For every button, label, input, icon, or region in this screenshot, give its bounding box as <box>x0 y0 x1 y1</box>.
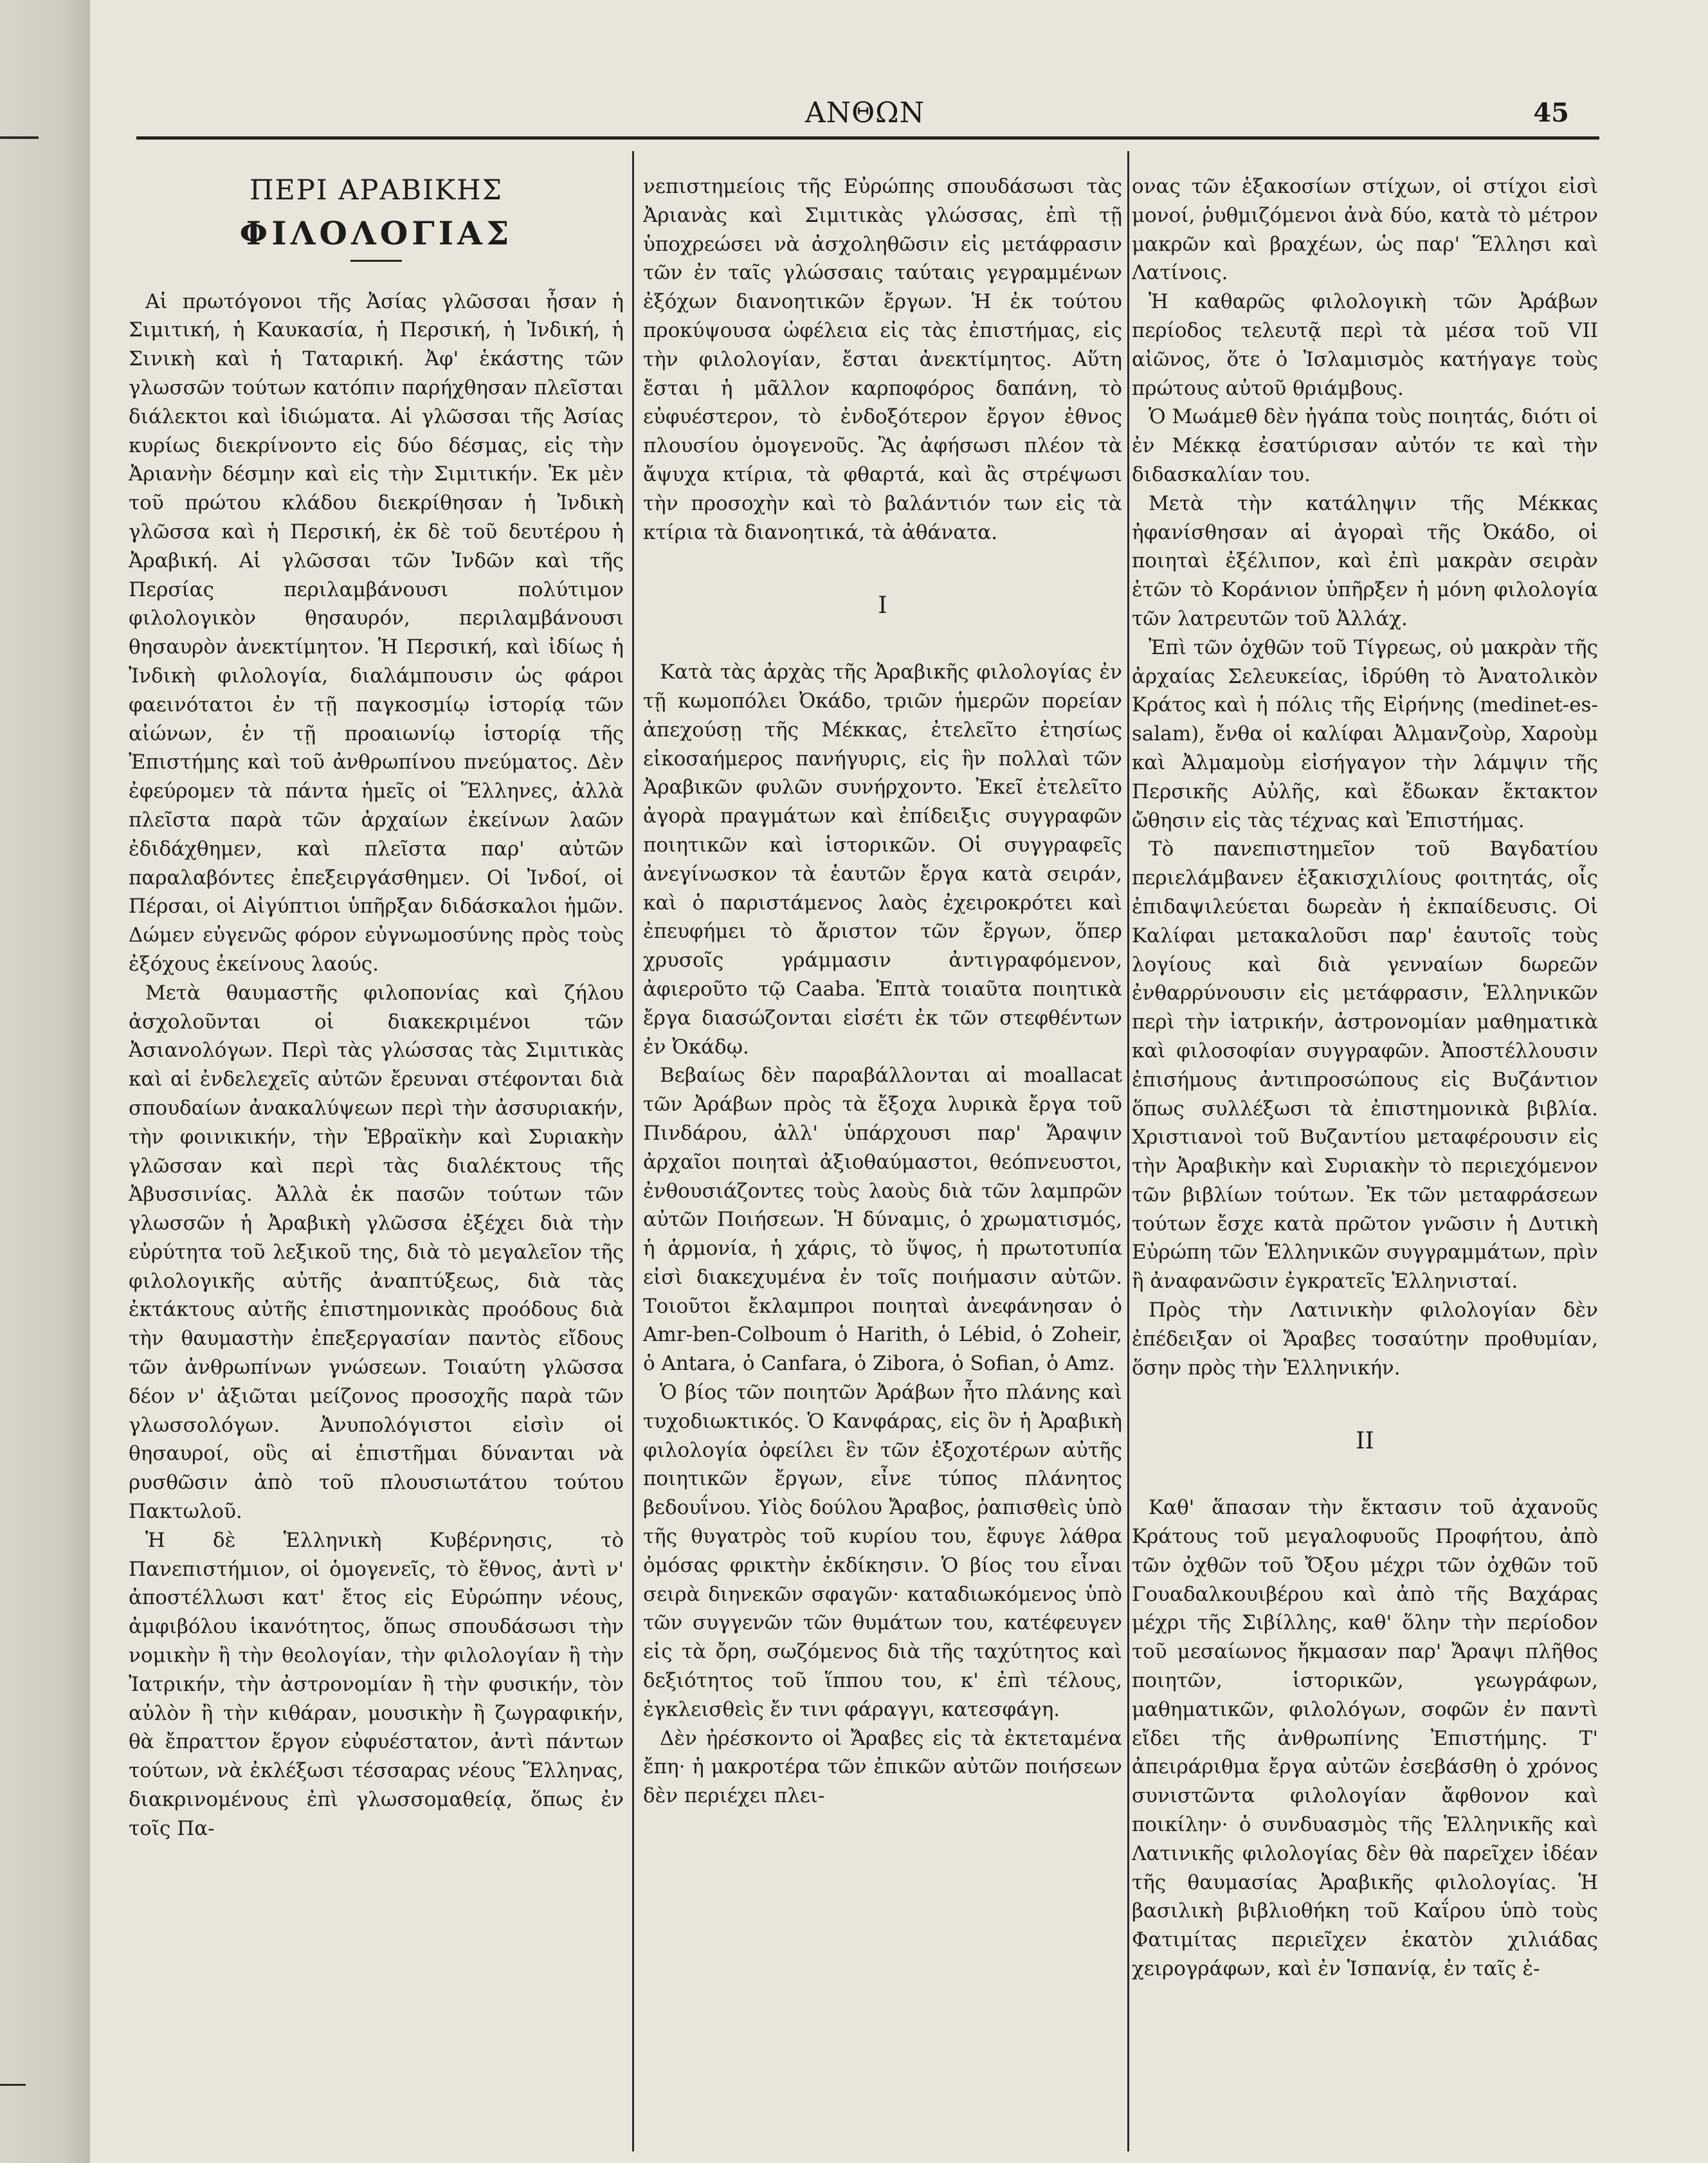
column-rule <box>1127 151 1129 2151</box>
paragraph: Κατὰ τὰς ἀρχὰς τῆς Ἀραβικῆς φιλολογίας ἐν τῇ κωμοπόλει Ὀκάδο, τριῶν ἡμερῶν πορείαν ἀπεχούσῃ τῆς Μέκκας, ἐτελεῖτο ἐτησίως εἰκοσαήμερος πανήγυρις, εἰς ἣν πολλαὶ τῶν Ἀραβικῶν φυλῶν συνήρχοντο. Ἐκεῖ ἐτελεῖτο ἀγορὰ πραγμάτων καὶ ἐπίδειξις συγγραφῶν ποιητικῶν καὶ ἱστορικῶν. Οἱ συγγραφεῖς ἀνεγίνωσκον τὰ ἑαυτῶν ἔργα κατὰ σειράν, καὶ ὁ παριστάμενος λαὸς ἐχειροκρότει καὶ ἐπευφήμει τὸ ἄριστον τῶν ἔργων, ὅπερ χρυσοῖς γράμμασιν ἀντιγραφόμενον, ἀφιεροῦτο τῷ Caaba. Ἑπτὰ τοιαῦτα ποιητικὰ ἔργα διασώζονται εἰσέτι ἐκ τῶν στεφθέντων ἐν Ὀκάδῳ. <box>643 661 1122 1059</box>
paragraph: νεπιστημείοις τῆς Εὐρώπης σπουδάσωσι τὰς Ἀριανὰς καὶ Σιμιτικὰς γλώσσας, ἐπὶ τῇ ὑποχρεώσει νὰ ἀσχοληθῶσιν εἰς μετάφρασιν τῶν ἐν ταῖς γλώσσαις ταύταις γεγραμμένων ἐξόχων διανοητικῶν ἔργων. Ἡ ἐκ τούτου προκύψουσα ὠφέλεια εἰς τὰς ἐπιστήμας, εἰς τὴν φιλολογίαν, ἔσται ἀνεκτίμητος. Αὕτη ἔσται ἡ μᾶλλον καρποφόρος δαπάνη, τὸ εὐφυέστερον, τὸ ἐνδοξότερον ἔργον ἐθνος πλουσίου ὁμογενοῦς. Ἂς ἀφήσωσι πλέον τὰ ἄψυχα κτίρια, τὰ φθαρτά, καὶ ἂς στρέψωσι τὴν προσοχὴν καὶ τὸ βαλάντιόν των εἰς τὰ κτίρια τὰ διανοητικά, τὰ ἀθάνατα. <box>643 175 1122 544</box>
column-rule <box>632 151 634 2151</box>
title-divider <box>350 260 402 262</box>
book-gutter <box>0 0 90 2163</box>
paragraph: Ὁ βίος τῶν ποιητῶν Ἀράβων ἦτο πλάνης καὶ τυχοδιωκτικός. Ὁ Κανφάρας, εἰς ὃν ἡ Ἀραβικὴ φιλολογία ὀφείλει ἓν τῶν ἐξοχοτέρων αὐτῆς ποιητικῶν ἔργων, εἶνε τύπος πλάνητος βεδουΐνου. Υἱὸς δούλου Ἄραβος, ῥαπισθεὶς ὑπὸ τῆς θυγατρὸς τοῦ κυρίου του, ἔφυγε λάθρα ὀμόσας φρικτὴν ἐκδίκησιν. Ὁ βίος του εἶναι σειρὰ διηνεκῶν σφαγῶν· καταδιωκόμενος ὑπὸ τῶν συγγενῶν τῶν θυμάτων του, κατέφευγεν εἰς τὰ ὄρη, σωζόμενος διὰ τῆς ταχύτητος καὶ δεξιότητος τοῦ ἵππου του, κ' ἐπὶ τέλους, ἐγκλεισθεὶς ἔν τινι φάραγγι, κατεσφάγη. <box>643 1381 1122 1721</box>
paragraph: Καθ' ἅπασαν τὴν ἔκτασιν τοῦ ἀχανοῦς Κράτους τοῦ μεγαλοφυοῦς Προφήτου, ἀπὸ τῶν ὀχθῶν τοῦ Ὄξου μέχρι τῶν ὀχθῶν τοῦ Γουαδαλκουιβέρου καὶ ἀπὸ τῆς Βαχάρας μέχρι τῆς Σιβίλλης, καθ' ὅλην τὴν περίοδον τοῦ μεσαίωνος ἤκμασαν παρ' Ἄραψι πλῆθος ποιητῶν, ἱστορικῶν, γεωγράφων, μαθηματικῶν, φιλολόγων, σοφῶν ἐν παντὶ εἴδει τῆς ἀνθρωπίνης Ἐπιστήμης. Τ' ἀπειράριθμα ἔργα αὐτῶν ἐσεβάσθη ὁ χρόνος συνιστῶντα φιλολογίαν ἄφθονον καὶ ποικίλην· ὁ συνδυασμὸς τῆς Ἑλληνικῆς καὶ Λατινικῆς φιλολογίας δὲν θὰ παρεῖχεν ἰδέαν τῆς θαυμασίας Ἀραβικῆς φιλολογίας. Ἡ βασιλικὴ βιβλιοθήκη τοῦ Καΐρου ὑπὸ τοὺς Φατιμίτας περιεῖχεν ἑκατὸν χιλιάδας χειρογράφων, καὶ ἐν Ἱσπανίᾳ, ἐν ταῖς ἐ- <box>1132 1496 1598 1981</box>
paragraph: Ἐπὶ τῶν ὀχθῶν τοῦ Τίγρεως, οὐ μακρὰν τῆς ἀρχαίας Σελευκείας, ἱδρύθη τὸ Ἀνατολικὸν Κράτος καὶ ἡ πόλις τῆς Εἰρήνης (medinet-es-salam), ἔνθα οἱ καλίφαι Ἀλμανζοὺρ, Χαροὺμ καὶ Ἀλμαμοὺμ εἰσήγαγον τὴν λάμψιν τῆς Περσικῆς Αὐλῆς, καὶ ἔδωκαν ἔκτακτον ὤθησιν εἰς τὰς τέχνας καὶ Ἐπιστήμας. <box>1132 635 1598 832</box>
paragraph: Ὁ Μωάμεθ δὲν ἠγάπα τοὺς ποιητάς, διότι οἱ ἐν Μέκκᾳ ἐσατύρισαν αὐτόν τε καὶ τὴν διδασκαλίαν του. <box>1132 405 1598 486</box>
paragraph: Ἡ καθαρῶς φιλολογικὴ τῶν Ἀράβων περίοδος τελευτᾷ περὶ τὰ μέσα τοῦ VII αἰῶνος, ὅτε ὁ Ἰσλαμισμὸς κατήγαγε τοὺς πρώτους αὐτοῦ θριάμβους. <box>1132 290 1598 400</box>
gutter-rule <box>0 2084 26 2086</box>
paragraph: Δὲν ἠρέσκοντο οἱ Ἄραβες εἰς τὰ ἐκτεταμένα ἔπη· ἡ μακροτέρα τῶν ἐπικῶν αὐτῶν ποιήσεων δὲν περιέχει πλει- <box>643 1726 1122 1808</box>
paragraph: Αἱ πρωτόγονοι τῆς Ἀσίας γλῶσσαι ἦσαν ἡ Σιμιτική, ἡ Καυκασία, ἡ Περσική, ἡ Ἰνδική, ἡ Σινικὴ καὶ ἡ Ταταρική. Ἀφ' ἑκάστης τῶν γλωσσῶν τούτων κατόπιν παρήχθησαν πλεῖσται διάλεκτοι καὶ ἰδιώματα. Αἱ γλῶσσαι τῆς Ἀσίας κυρίως διεκρίνοντο εἰς δύο δέσμας, εἰς τὴν Ἀριανὴν δέσμην καὶ εἰς τὴν Σιμιτικήν. Ἐκ μὲν τοῦ πρώτου κλάδου διεκρίθησαν ἡ Ἰνδικὴ γλῶσσα καὶ ἡ Περσική, ἐκ δὲ τοῦ δευτέρου ἡ Ἀραβική. Αἱ γλῶσσαι τῶν Ἰνδῶν καὶ τῆς Περσίας περιλαμβάνουσι πολύτιμον φιλολογικὸν θησαυρόν, περιλαμβάνουσι θησαυρὸν ἀνεκτίμητον. Ἡ Περσική, καὶ ἰδίως ἡ Ἰνδικὴ φιλολογία, διαλάμπουσιν ὡς φάροι φαεινότατοι ἐν τῇ παγκοσμίῳ ἱστορίᾳ τῶν αἰώνων, ἐν τῇ προαιωνίῳ ἱστορίᾳ τῆς Ἐπιστήμης καὶ τοῦ ἀνθρωπίνου πνεύματος. Δὲν ἐφεύρομεν τὰ πάντα ἡμεῖς οἱ Ἕλληνες, ἀλλὰ πλεῖστα παρὰ τῶν ἀρχαίων ἐκείνων λαῶν ἐδιδάχθημεν, καὶ πλεῖστα παρ' αὐτῶν παραλαβόντες ἐπεξειργάσθημεν. Οἱ Ἰνδοί, οἱ Πέρσαι, οἱ Αἰγύπτιοι ὑπῆρξαν διδάσκαλοι ἡμῶν. Δώμεν εὐγενῶς φόρον εὐγνωμοσύνης πρὸς τοὺς ἐξόχους ἐκείνους λαούς. <box>129 289 624 976</box>
paragraph: Ἡ δὲ Ἑλληνικὴ Κυβέρνησις, τὸ Πανεπιστήμιον, οἱ ὁμογενεῖς, τὸ ἔθνος, ἀντὶ ν' ἀποστέλλωσι κατ' ἔτος εἰς Εὐρώπην νέους, ἀμφιβόλου ἱκανότητος, ὅπως σπουδάσωσι τὴν νομικὴν ἢ τὴν θεολογίαν, τὴν φιλολογίαν ἢ τὴν Ἰατρικήν, τὴν ἀστρονομίαν ἢ τὴν φυσικήν, τὸν αὐλὸν ἢ τὴν κιθάραν, μουσικὴν ἢ ζωγραφικήν, θὰ ἔπραττον ἔργον εὐφυέστατον, ἀντὶ πάντων τούτων, νὰ ἐκλέξωσι τέσσαρας νέους Ἕλληνας, διακρινομένους ἐπὶ γλωσσομαθείᾳ, ὅπως ἐν τοῖς Πα- <box>129 1528 624 1840</box>
section-heading: II <box>1356 1428 1374 1455</box>
article-title-line1: ΠΕΡΙ ΑΡΑΒΙΚΗΣ <box>249 174 504 206</box>
article-title-line2: ΦΙΛΟΛΟΓΙΑΣ <box>239 214 513 252</box>
column-2 <box>643 172 1122 2147</box>
gutter-rule <box>0 136 39 139</box>
column-1 <box>129 169 624 2143</box>
paragraph: Βεβαίως δὲν παραβάλλονται αἱ moallacat τῶν Ἀράβων πρὸς τὰ ἔξοχα λυρικὰ ἔργα τοῦ Πινδάρου, ἀλλ' ὑπάρχουσι παρ' Ἄραψιν ἀρχαῖοι ποιηταὶ ἀξιοθαύμαστοι, θεόπνευστοι, ἐνθουσιάζοντες τοὺς λαοὺς διὰ τῶν λαμπρῶν αὐτῶν Ποιήσεων. Ἡ δύναμις, ὁ χρωματισμός, ἡ ἁρμονία, ἡ χάρις, τὸ ὕψος, ἡ πρωτοτυπία εἰσὶ διακεχυμένα ἐν τοῖς ποιήμασιν αὐτῶν. Τοιοῦτοι ἔκλαμπροι ποιηταὶ ἀνεφάνησαν ὁ Amr-ben-Colboum ὁ Harith, ὁ Lébid, ὁ Zoheir, ὁ Antara, ὁ Canfara, ὁ Zibora, ὁ Sofian, ὁ Amz. <box>643 1064 1122 1376</box>
running-title: ΑΝΘΩΝ <box>804 96 925 129</box>
page-number: 45 <box>1533 98 1569 128</box>
section-heading: I <box>878 592 887 619</box>
paragraph: Μετὰ τὴν κατάληψιν τῆς Μέκκας ἠφανίσθησαν αἱ ἀγοραὶ τῆς Ὀκάδο, οἱ ποιηταὶ ἐξέλιπον, καὶ ἐπὶ μακρὰν σειρὰν ἐτῶν τὸ Κοράνιον ὑπῆρξεν ἡ μόνη φιλολογία τῶν λατρευτῶν τοῦ Ἀλλάχ. <box>1132 491 1598 630</box>
paragraph: Τὸ πανεπιστημεῖον τοῦ Βαγδατίου περιελάμβανεν ἑξακισχιλίους φοιτητάς, οἷς ἐπιδαψιλεύεται δωρεὰν ἡ ἐκπαίδευσις. Οἱ Καλίφαι μετακαλοῦσι παρ' ἑαυτοῖς τοὺς λογίους καὶ διὰ γενναίων δωρεῶν ἐνθαρρύνουσιν εἰς μετάφρασιν, Ἑλληνικῶν περὶ τὴν ἰατρικήν, ἀστρονομίαν μαθηματικὰ καὶ φιλοσοφίαν συγγραφῶν. Ἀποστέλλουσιν ἐπισήμους ἀντιπροσώπους εἰς Βυζάντιον ὅπως συλλέξωσι τὰ ἐπιστημονικὰ βιβλία. Χριστιανοὶ τοῦ Βυζαντίου μεταφέρουσιν εἰς τὴν Ἀραβικὴν καὶ Συριακὴν τὸ περιεχόμενον τῶν βιβλίων τούτων. Ἐκ τῶν μεταφράσεων τούτων ἔσχε κατὰ πρῶτον γνῶσιν ἡ Δυτικὴ Εὐρώπη τῶν Ἑλληνικῶν συγγραμμάτων, πρὶν ἢ ἀναφανῶσιν ἐγκρατεῖς Ἑλληνισταί. <box>1132 837 1598 1293</box>
column-3 <box>1132 172 1598 2147</box>
paragraph: Πρὸς τὴν Λατινικὴν φιλολογίαν δὲν ἐπέδειξαν οἱ Ἄραβες τοσαύτην προθυμίαν, ὅσην πρὸς τὴν Ἑλληνικήν. <box>1132 1299 1598 1380</box>
paragraph: Μετὰ θαυμαστῆς φιλοπονίας καὶ ζήλου ἀσχολοῦνται οἱ διακεκριμένοι τῶν Ἀσιανολόγων. Περὶ τὰς γλώσσας τὰς Σιμιτικὰς καὶ αἱ ἐνδελεχεῖς αὐτῶν ἔρευναι στέφονται διὰ σπουδαίων ἀνακαλύψεων περὶ τὴν ἀσσυριακήν, τὴν φοινικικήν, τὴν Ἑβραϊκὴν καὶ Συριακὴν γλῶσσαν καὶ περὶ τὰς διαλέκτους τῆς Ἀβυσσινίας. Ἀλλὰ ἐκ πασῶν τούτων τῶν γλωσσῶν ἡ Ἀραβικὴ γλῶσσα ἐξέχει διὰ τὴν εὐρύτητα τοῦ λεξικοῦ της, διὰ τὸ μεγαλεῖον τῆς φιλολογικῆς αὐτῆς ἀναπτύξεως, διὰ τὰς ἐκτάκτους αὐτῆς ἐπιστημονικὰς προόδους διὰ τὴν θαυμαστὴν ἐπεξεργασίαν παντὸς εἴδους τῶν ἀνθρωπίνων γνώσεων. Τοιαύτη γλῶσσα δέον ν' ἀξιῶται μείζονος προσοχῆς παρὰ τῶν γλωσσολόγων. Ἀνυπολόγιστοι εἰσὶν οἱ θησαυροί, οὓς αἱ ἐπιστῆμαι δύνανται νὰ ρυσθῶσιν ἀπὸ τοῦ πλουσιωτάτου τούτου Πακτωλοῦ. <box>129 981 624 1524</box>
header-rule <box>136 136 1599 140</box>
paragraph: ονας τῶν ἑξακοσίων στίχων, οἱ στίχοι εἰσὶ μονοί, ῥυθμιζόμενοι ἀνὰ δύο, κατὰ τὸ μέτρον μακρῶν καὶ βραχέων, ὡς παρ' Ἕλλησι καὶ Λατίνοις. <box>1132 175 1598 285</box>
